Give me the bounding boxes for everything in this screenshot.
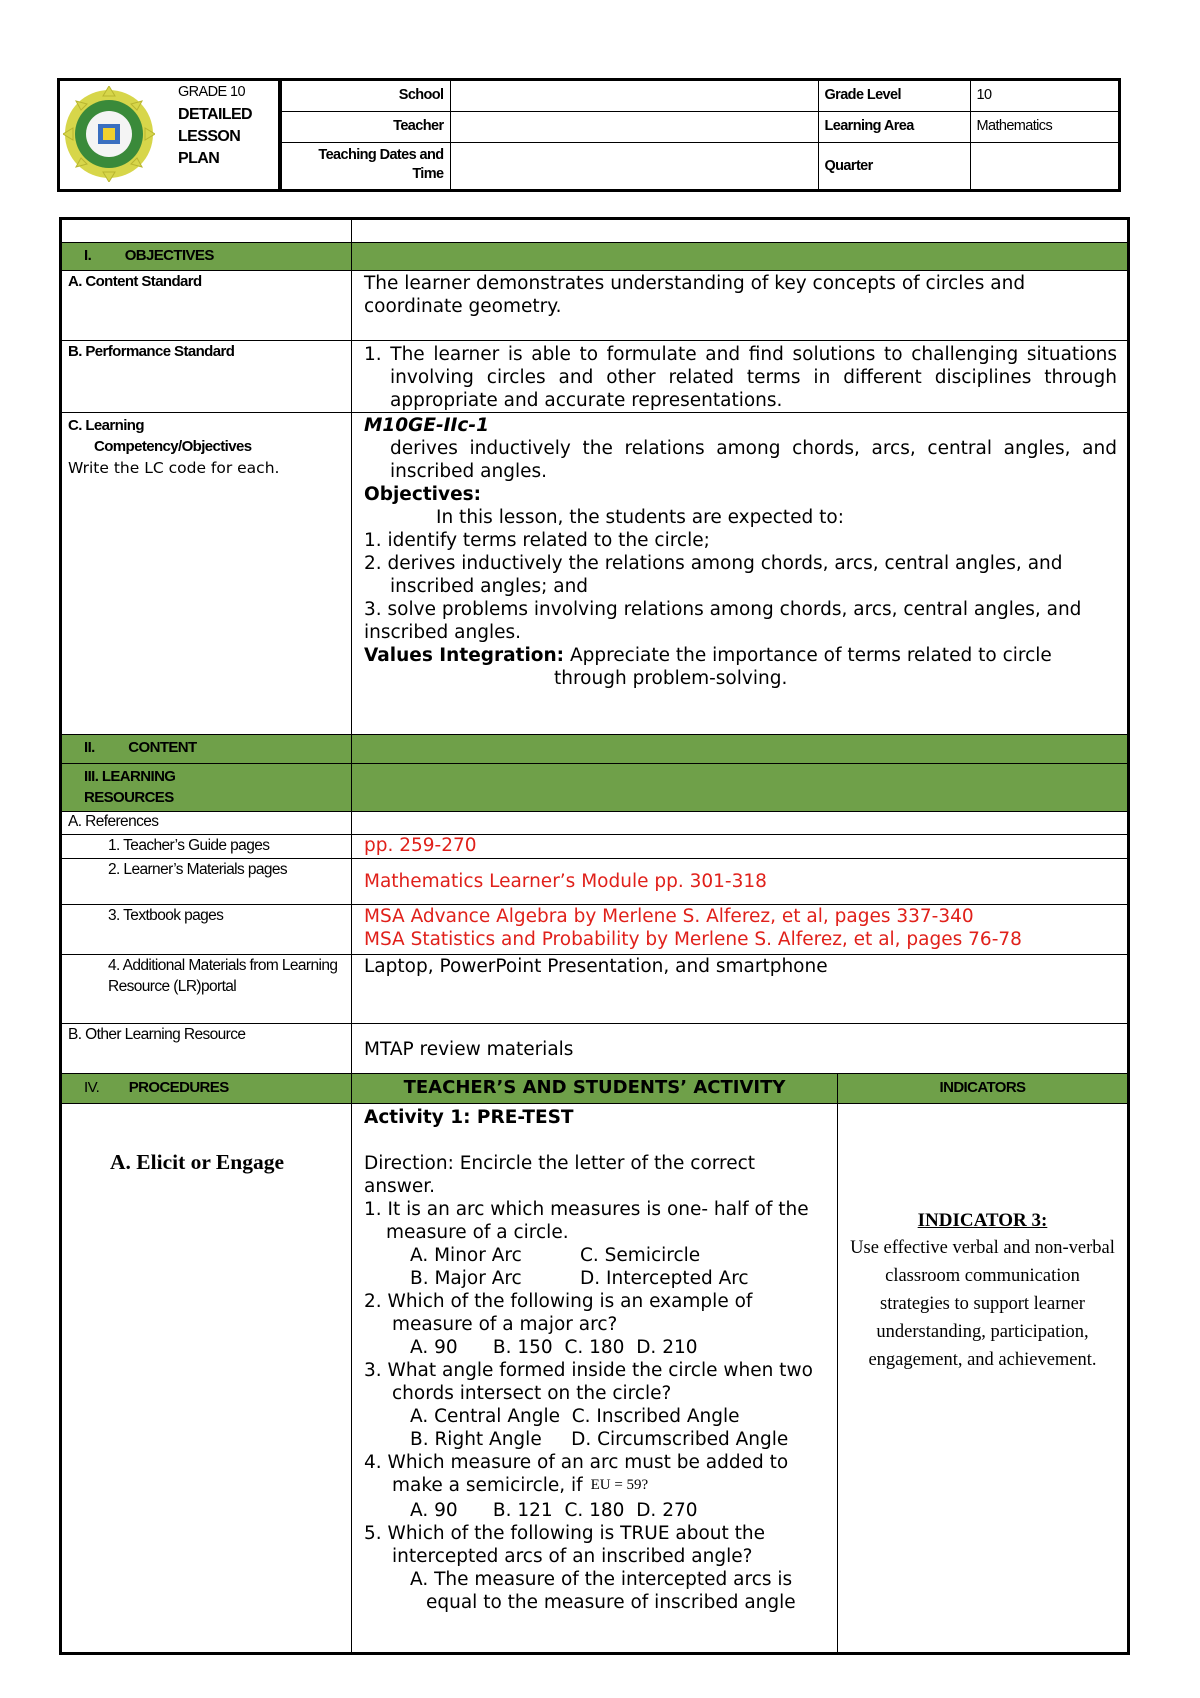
content-heading-row [61,735,1129,764]
dates-value[interactable] [450,143,818,190]
grade-level-label: Grade Level [818,81,970,112]
content-num: II. [84,739,95,756]
question-1: 1. It is an arc which measures is one- half of the measure of a circle. [364,1199,809,1243]
spacer-row [61,219,1129,243]
objectives-num: I. [84,247,92,264]
content-heading: CONTENT [128,739,197,756]
lc-label-1: C. Learning [68,417,144,434]
question-2: 2. Which of the following is an example of measure of a major arc? [364,1291,753,1335]
quarter-value[interactable] [970,143,1120,190]
tb-value-1: MSA Advance Algebra by Merlene S. Alferez, et al, pages 337-340 [364,906,974,927]
textbook-row [61,905,1129,955]
learning-area-value[interactable]: Mathematics [970,112,1120,143]
objective-item-2: 2. derives inductively the relations among chords, arcs, central angles, and inscribed angles; and [364,553,1063,597]
school-value[interactable] [450,81,818,112]
indicator-text: Use effective verbal and non-verbal classroom communication strategies to support learner understanding, participation, engagement, and achievement. [850,1238,1115,1370]
step-label: A. Elicit or Engage [61,1104,352,1654]
references-row [61,812,1129,835]
objective-item-3: 3. solve problems involving relations among chords, arcs, central angles, and inscribed angles. [364,599,1082,643]
q3-options-bd[interactable]: B. Right Angle D. Circumscribed Angle [410,1429,789,1450]
add-value: Laptop, PowerPoint Presentation, and smartphone [352,955,1129,1024]
procedures-heading: PROCEDURES [128,1079,229,1096]
question-4: 4. Which measure of an arc must be added to make a semicircle, if [364,1452,789,1496]
lc-note: Write the LC code for each. [68,459,280,477]
other-value: MTAP review materials [352,1024,1129,1074]
content-standard-text: The learner demonstrates understanding of key concepts of circles and coordinate geometry. [352,271,1129,341]
teacher-value[interactable] [450,112,818,143]
indicator-title: INDICATOR 3: [917,1210,1048,1231]
header-info-table [280,80,1121,190]
learners-materials-row [61,859,1129,905]
dates-label: Teaching Dates and Time [281,143,450,190]
school-logo [63,86,155,182]
activity-heading: TEACHER’S AND STUDENTS’ ACTIVITY [352,1074,838,1104]
other-resource-row [61,1024,1129,1074]
tg-label: 1. Teacher’s Guide pages [61,835,352,859]
values-text: Appreciate the importance of terms related to circle through problem-solving. [554,645,1052,689]
activity-title: Activity 1: PRE-TEST [364,1107,574,1128]
q4-formula: EU = 59? [590,1477,649,1493]
procedures-num: IV. [84,1079,100,1096]
learning-competency-row [61,413,1129,735]
objectives-intro: In this lesson, the students are expected to: [436,507,844,528]
title-line-2: LESSON [178,128,241,145]
tg-value: pp. 259-270 [352,835,1129,859]
q1-option-b[interactable]: B. Major Arc [410,1268,522,1289]
performance-standard-row [61,341,1129,413]
q2-options[interactable]: A. 90 B. 150 C. 180 D. 210 [410,1337,698,1358]
teachers-guide-row [61,835,1129,859]
question-5: 5. Which of the following is TRUE about the intercepted arcs of an inscribed angle? [364,1523,766,1567]
performance-standard-text: 1. The learner is able to formulate and find solutions to challenging situations involving circles and other related terms in different disciplines through appropriate and accurate representations. [352,341,1129,413]
grade-level-value[interactable]: 10 [970,81,1120,112]
learning-area-label: Learning Area [818,112,970,143]
direction: Direction: Encircle the letter of the correct answer. [364,1153,756,1197]
q1-option-d[interactable]: D. Intercepted Arc [580,1268,749,1289]
q3-options-ac[interactable]: A. Central Angle C. Inscribed Angle [410,1406,740,1427]
q1-option-c[interactable]: C. Semicircle [580,1245,701,1266]
values-label: Values Integration: [364,645,565,666]
lesson-plan-table [59,217,1130,1655]
additional-materials-row [61,955,1129,1024]
title-line-3: PLAN [178,150,220,167]
q5-option-a[interactable]: A. The measure of the intercepted arcs is equal to the measure of inscribed angle [410,1569,796,1613]
teacher-label: Teacher [281,112,450,143]
title-line-1: DETAILED [178,106,253,123]
lc-code: M10GE-IIc-1 [364,415,489,436]
lc-text: derives inductively the relations among chords, arcs, central angles, and inscribed angles. [390,438,1117,482]
resources-heading: III. LEARNING RESOURCES [61,764,352,812]
lc-label-2: Competency/Objectives [94,438,252,455]
elicit-engage-row [61,1104,1129,1654]
lm-value: Mathematics Learner’s Module pp. 301-318 [352,859,1129,905]
grade-label: GRADE 10 [178,84,245,100]
tb-label: 3. Textbook pages [61,905,352,955]
objectives-heading: OBJECTIVES [124,247,214,264]
q4-options[interactable]: A. 90 B. 121 C. 180 D. 270 [410,1500,698,1521]
resources-heading-row [61,764,1129,812]
objectives-heading-row [61,243,1129,271]
q1-option-a[interactable]: A. Minor Arc [410,1245,522,1266]
other-label: B. Other Learning Resource [61,1024,352,1074]
objectives-subheading: Objectives: [364,484,482,505]
quarter-label: Quarter [818,143,970,190]
content-standard-label: A. Content Standard [61,271,352,341]
tb-value-2: MSA Statistics and Probability by Merlene S. Alferez, et al, pages 76-78 [364,929,1022,950]
school-label: School [281,81,450,112]
indicators-heading: INDICATORS [838,1074,1129,1104]
lesson-plan-title [178,104,252,170]
content-standard-row [61,271,1129,341]
objective-item-1: 1. identify terms related to the circle; [364,530,710,551]
question-3: 3. What angle formed inside the circle when two chords intersect on the circle? [364,1360,813,1404]
lm-label: 2. Learner’s Materials pages [61,859,352,905]
performance-standard-label: B. Performance Standard [61,341,352,413]
procedures-heading-row [61,1074,1129,1104]
references-label: A. References [61,812,352,835]
content-value [352,735,1129,764]
add-label: 4. Additional Materials from Learning Resource (LR)portal [61,955,352,1024]
